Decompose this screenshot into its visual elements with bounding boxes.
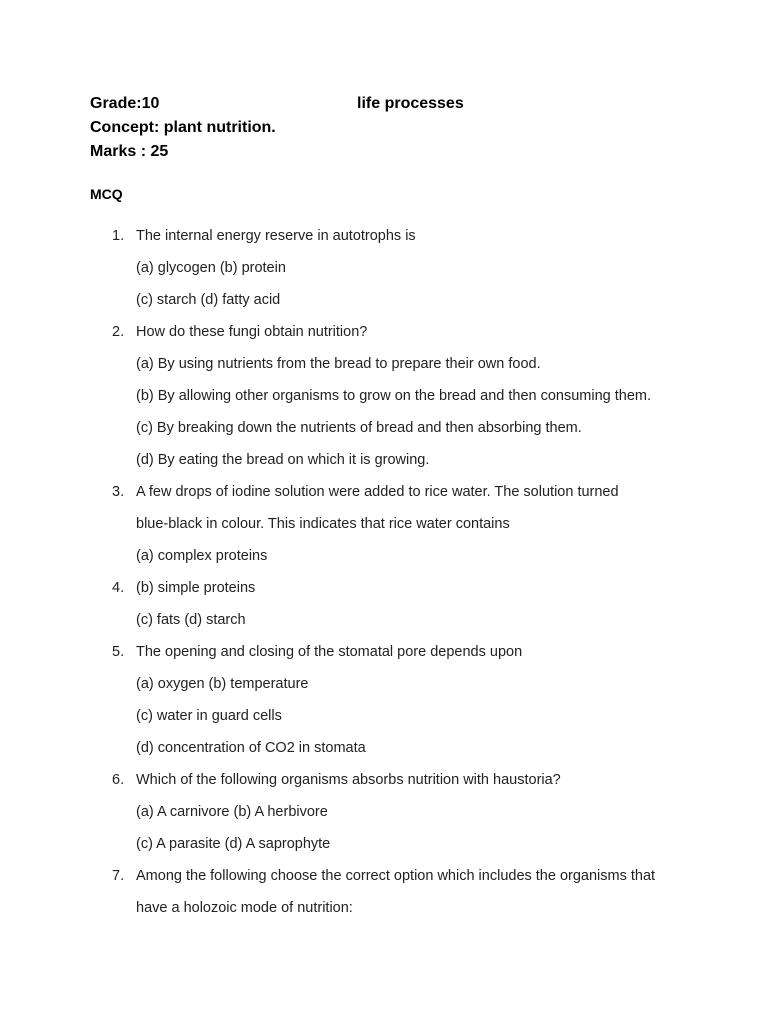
question-item — [0, 476, 768, 572]
question-number: 5. — [112, 644, 125, 660]
answer-option — [0, 668, 768, 700]
answer-option — [0, 444, 768, 476]
marks-label: Marks : 25 — [90, 143, 169, 160]
question-line — [0, 764, 768, 796]
question-list — [0, 220, 768, 924]
answer-option — [0, 732, 768, 764]
question-number: 1. — [112, 228, 125, 244]
answer-option — [0, 284, 768, 316]
answer-option-text: (d) By eating the bread on which it is growing. — [136, 452, 430, 468]
question-line — [0, 316, 768, 348]
answer-option-text: (a) A carnivore (b) A herbivore — [136, 804, 328, 820]
answer-option — [0, 412, 768, 444]
answer-option — [0, 796, 768, 828]
question-text: (b) simple proteins — [136, 580, 256, 596]
answer-option-text: (a) By using nutrients from the bread to prepare their own food. — [136, 356, 541, 372]
question-item — [0, 636, 768, 764]
question-text: A few drops of iodine solution were added to rice water. The solution turned — [136, 484, 619, 500]
answer-option-text: (c) starch (d) fatty acid — [136, 292, 281, 308]
answer-option — [0, 604, 768, 636]
question-number: 6. — [112, 772, 125, 788]
answer-option-text: (c) water in guard cells — [136, 708, 282, 724]
question-item — [0, 316, 768, 476]
answer-option-text: (d) concentration of CO2 in stomata — [136, 740, 366, 756]
question-item — [0, 860, 768, 924]
question-text: Which of the following organisms absorbs nutrition with haustoria? — [136, 772, 561, 788]
question-number: 3. — [112, 484, 125, 500]
question-line — [0, 572, 768, 604]
answer-option-text: (b) By allowing other organisms to grow on the bread and then consuming them. — [136, 388, 652, 404]
answer-option-text: (a) oxygen (b) temperature — [136, 676, 309, 692]
concept-label: Concept: plant nutrition. — [90, 119, 276, 136]
question-number: 4. — [112, 580, 125, 596]
question-number: 7. — [112, 868, 125, 884]
answer-option-text: (a) glycogen (b) protein — [136, 260, 286, 276]
question-item — [0, 220, 768, 316]
question-line — [0, 636, 768, 668]
question-number: 2. — [112, 324, 125, 340]
answer-option — [0, 380, 768, 412]
question-text: Among the following choose the correct option which includes the organisms that — [136, 868, 656, 884]
question-text: How do these fungi obtain nutrition? — [136, 324, 368, 340]
question-text: blue-black in colour. This indicates that rice water contains — [136, 516, 510, 532]
question-item — [0, 572, 768, 636]
question-line — [0, 220, 768, 252]
answer-option-text: (c) A parasite (d) A saprophyte — [136, 836, 331, 852]
question-text: have a holozoic mode of nutrition: — [136, 900, 353, 916]
question-text: The internal energy reserve in autotrophs is — [136, 228, 416, 244]
question-line — [0, 860, 768, 892]
answer-option — [0, 828, 768, 860]
question-line — [0, 508, 768, 540]
answer-option — [0, 540, 768, 572]
question-text: The opening and closing of the stomatal pore depends upon — [136, 644, 523, 660]
topic-title: life processes — [357, 95, 464, 112]
answer-option — [0, 348, 768, 380]
answer-option-text: (a) complex proteins — [136, 548, 268, 564]
answer-option-text: (c) fats (d) starch — [136, 612, 246, 628]
answer-option-text: (c) By breaking down the nutrients of bread and then absorbing them. — [136, 420, 582, 436]
section-title: MCQ — [90, 186, 123, 202]
question-line — [0, 476, 768, 508]
question-item — [0, 764, 768, 860]
question-line — [0, 892, 768, 924]
grade-label: Grade:10 — [90, 95, 160, 112]
answer-option — [0, 252, 768, 284]
answer-option — [0, 700, 768, 732]
